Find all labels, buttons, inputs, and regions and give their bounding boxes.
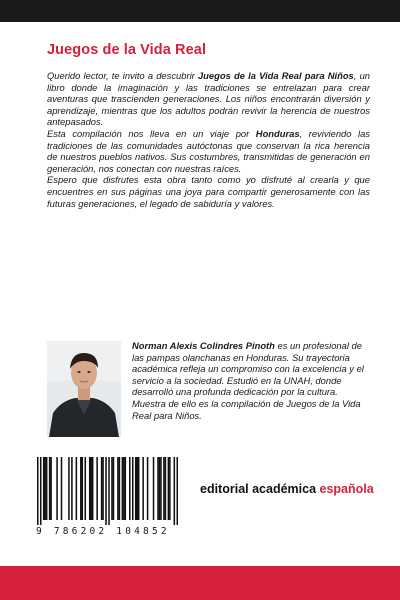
isbn-barcode (37, 457, 178, 525)
barcode-bar (122, 457, 124, 520)
barcode-bar (129, 457, 131, 520)
barcode-bar (165, 457, 167, 520)
isbn-number: 9 786202 104852 (36, 526, 170, 537)
blurb-paragraph-2: Esta compilación nos lleva en un viaje por Honduras, reviviendo las tradiciones de las comunidades autóctonas que conservan la rica herencia de nuestros pueblos nativos. Sus costumbres, transmitidas de generación en generación, nos conectan con nuestras raíces. (47, 127, 370, 174)
author-name: Norman Alexis Colindres Pinoth (132, 340, 275, 351)
bottom-red-band (0, 566, 400, 600)
book-title: Juegos de la Vida Real (47, 42, 207, 58)
barcode-bar (111, 457, 113, 520)
author-photo (47, 341, 121, 437)
back-cover-blurb (47, 70, 370, 209)
barcode-bar (135, 457, 137, 520)
barcode-bar (159, 457, 161, 520)
barcode-bar (68, 457, 70, 520)
top-dark-band (0, 0, 400, 22)
barcode-bar (82, 457, 84, 520)
barcode-bar (119, 457, 121, 520)
blurb-paragraph-1: Querido lector, te invito a descubrir Juegos de la Vida Real para Niños, un libro donde la imaginación y las tradiciones se entrelazan para crear aventuras que trascienden generaciones. Los niños encontrarán diversión y aprendizaje, mientras que los adultos podrán revivir la herencia de nuestros antepasados. (47, 70, 371, 128)
barcode-bar (142, 457, 144, 520)
barcode-bar (117, 457, 119, 520)
barcode-bar (96, 457, 98, 520)
barcode-bar (136, 457, 138, 520)
blurb-country: Honduras (255, 127, 300, 139)
barcode-bar (40, 457, 42, 525)
barcode-bar (153, 457, 155, 520)
barcode-bar (71, 457, 73, 520)
author-bio: Norman Alexis Colindres Pinoth es un profesional de las pampas olanchanas en Honduras. Su trayectoria académica refleja un compromiso con la excelencia y el servicio a la sociedad. Estudió en la UNAH, donde desarrolló una profunda dedicación por la cultura. Muestra de ello es la compilación de Juegos de la Vida Real para Niños. (132, 340, 364, 421)
barcode-bar (169, 457, 171, 520)
barcode-bar (84, 457, 86, 520)
publisher-name-part1: editorial académica (200, 482, 320, 496)
barcode-bar (108, 457, 110, 525)
barcode-bar (76, 457, 78, 520)
barcode-bar (80, 457, 82, 520)
barcode-bar (157, 457, 159, 520)
barcode-bar (113, 457, 115, 520)
barcode-bar (43, 457, 45, 520)
barcode-bar (102, 457, 104, 520)
barcode-bar (44, 457, 46, 520)
barcode-bar (168, 457, 170, 520)
barcode-bar (61, 457, 63, 520)
barcode-bar (147, 457, 149, 520)
barcode-bar (90, 457, 92, 520)
barcode-bar (125, 457, 127, 520)
barcode-bar (123, 457, 125, 520)
barcode-bar (138, 457, 140, 520)
barcode-bar (163, 457, 165, 520)
barcode-bar (46, 457, 48, 520)
publisher-logo (200, 482, 374, 496)
barcode-bar (49, 457, 51, 520)
barcode-bar (50, 457, 52, 520)
blurb-paragraph-3: Espero que disfrutes esta obra tanto como yo disfruté al crearla y que encuentres en sus páginas una joya para compartir generosamente con las futuras generaciones, el legado de sabiduría y valores. (47, 174, 370, 209)
barcode-bar (92, 457, 94, 520)
barcode-bar (89, 457, 91, 520)
blurb-book-title: Juegos de la Vida Real para Niños (197, 70, 354, 81)
barcode-bar (105, 457, 107, 525)
barcode-bar (174, 457, 176, 525)
barcode-bar (37, 457, 39, 525)
barcode-bar (101, 457, 103, 520)
barcode-bar (132, 457, 134, 520)
barcode-bar (177, 457, 178, 525)
publisher-name-part2: española (319, 482, 374, 496)
barcode-bar (160, 457, 162, 520)
barcode-bar (56, 457, 58, 520)
